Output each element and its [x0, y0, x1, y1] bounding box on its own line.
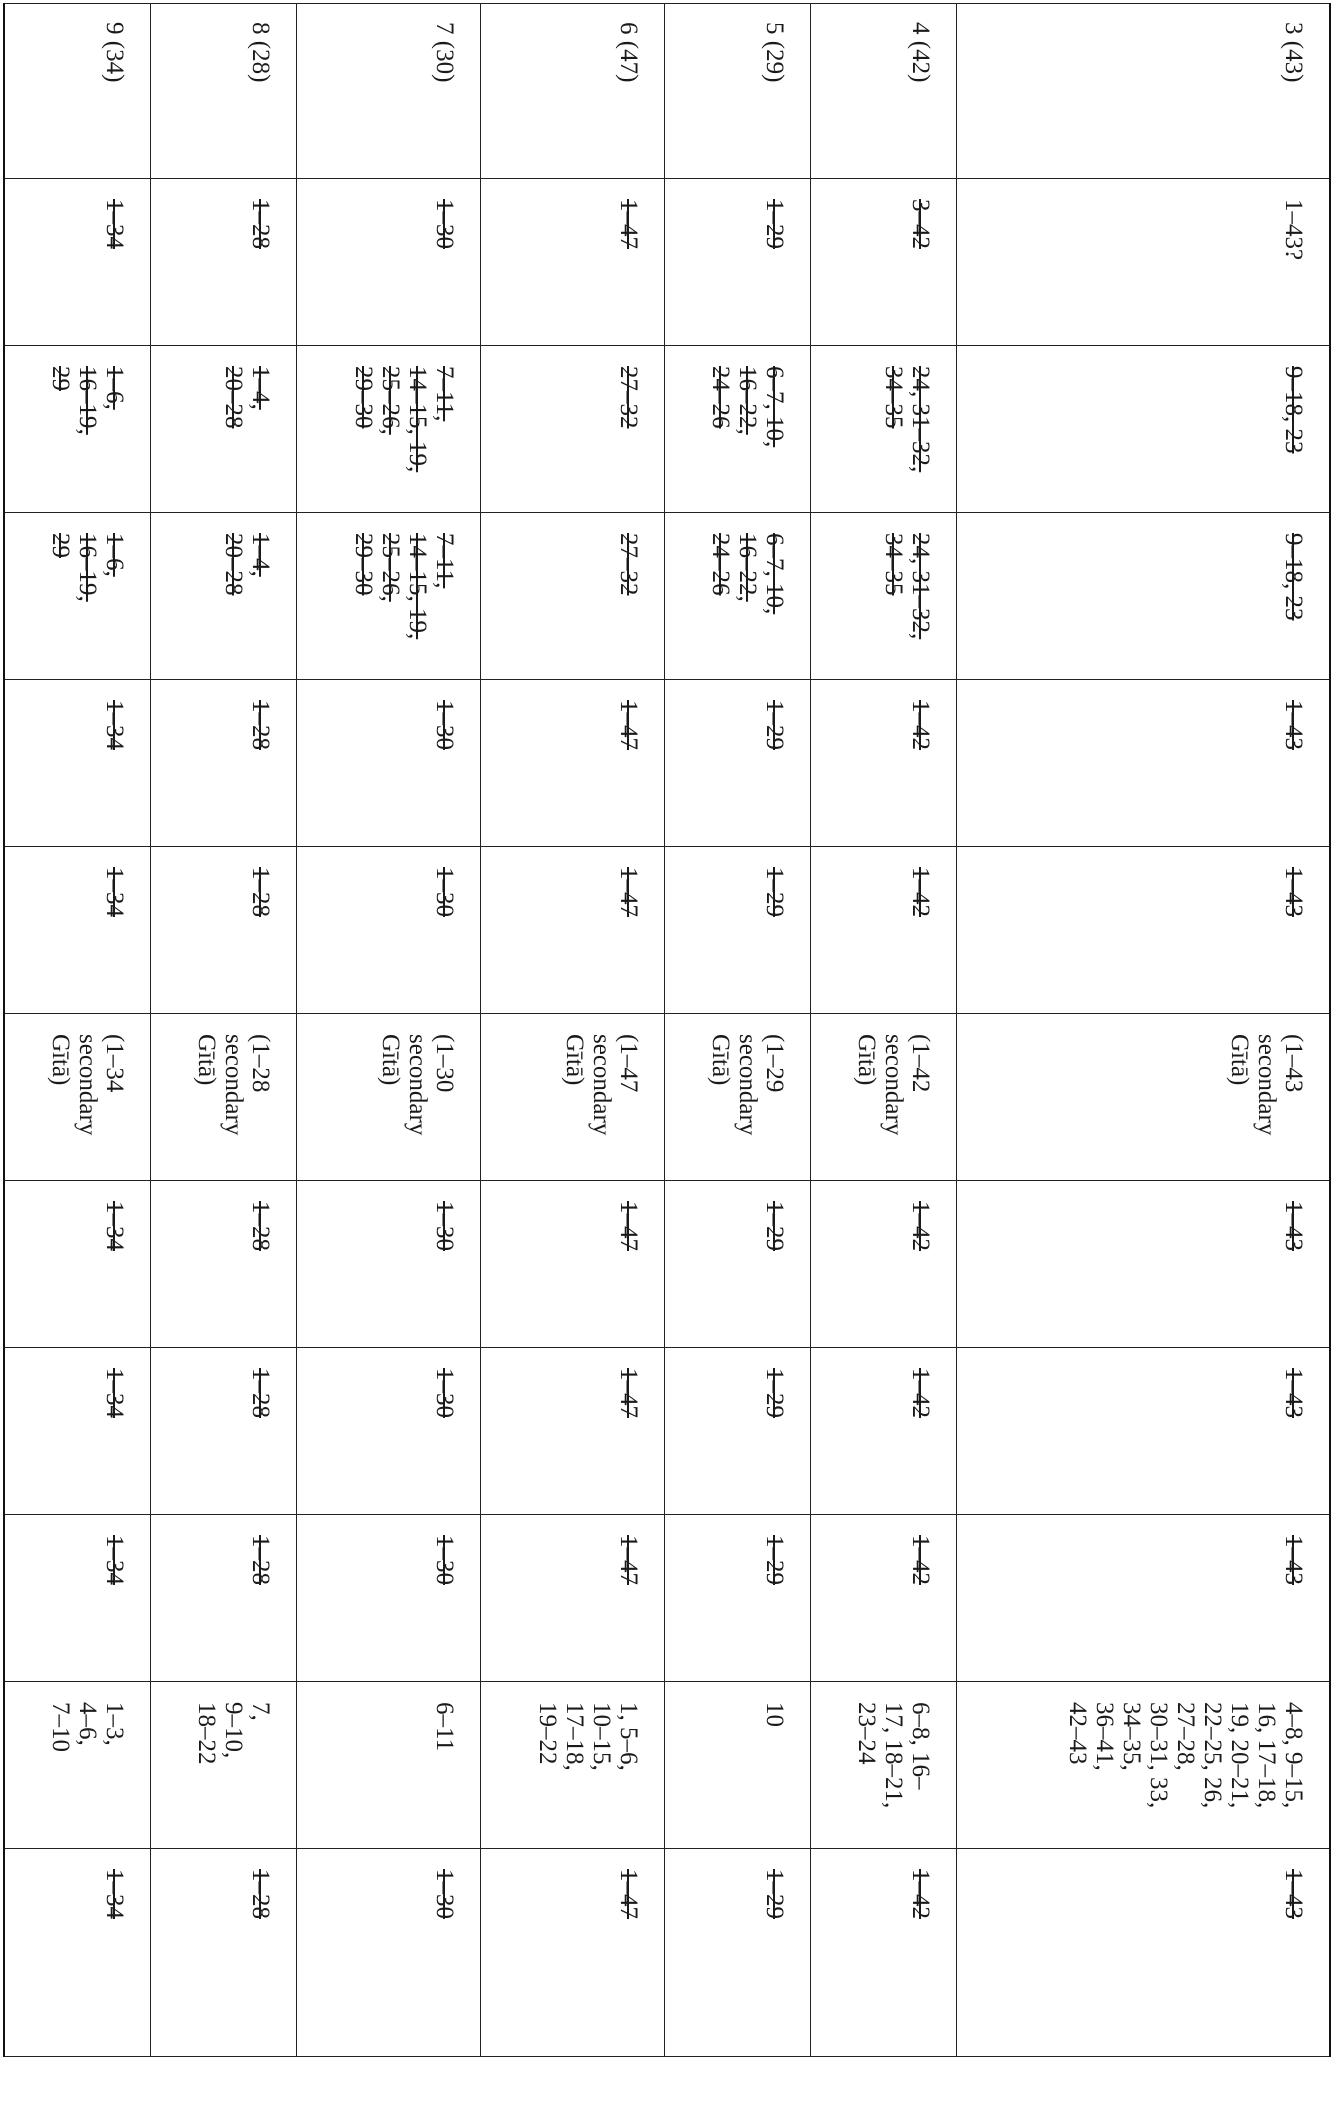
table-body: [4, 4, 1330, 2057]
verse-text: (1–47 secondary Gītā): [560, 1034, 642, 1136]
verse-range-cell: [4, 1181, 151, 1348]
verse-range-cell: [664, 847, 810, 1014]
table-row: [4, 4, 151, 2057]
verse-range-cell: [480, 847, 664, 1014]
verse-range-cell: [297, 1849, 481, 2057]
verse-range-cell: [297, 513, 481, 680]
verse-text: 9 (34): [101, 22, 129, 83]
verse-range-cell: [297, 1682, 481, 1849]
verse-text: 6–11: [430, 1702, 458, 1752]
struck-verse-text: 6–7, 10, 16–22, 24–26: [706, 366, 788, 448]
verse-range-cell: [480, 1515, 664, 1682]
verse-range-cell: [480, 513, 664, 680]
chapter-label-cell: [664, 4, 810, 179]
verse-range-cell: [956, 1348, 1330, 1515]
verse-range-cell: [480, 1348, 664, 1515]
verse-range-cell: [151, 179, 297, 346]
verse-range-cell: [480, 1682, 664, 1849]
struck-verse-text: 1–47: [614, 1368, 642, 1418]
verse-range-cell: [664, 513, 810, 680]
verse-range-cell: [810, 1682, 956, 1849]
verse-text: 7, 9–10, 18–22: [193, 1702, 275, 1765]
struck-verse-text: 1–42: [906, 700, 934, 750]
verse-text: (1–29 secondary Gītā): [706, 1034, 788, 1136]
verse-range-cell: [151, 1849, 297, 2057]
struck-verse-text: 1–34: [101, 1368, 129, 1418]
verse-range-cell: [956, 1682, 1330, 1849]
verse-range-cell: [297, 179, 481, 346]
verse-range-cell: [810, 346, 956, 513]
verse-text: 5 (29): [760, 22, 788, 83]
struck-verse-text: 1–47: [614, 199, 642, 249]
struck-verse-text: 1–30: [430, 199, 458, 249]
struck-verse-text: 7–11, 14–15, 19, 25–26, 29–30: [349, 366, 458, 473]
verse-text: (1–43 secondary Gītā): [1226, 1034, 1307, 1136]
struck-verse-text: 1–28: [247, 1535, 275, 1585]
verse-range-cell: [956, 346, 1330, 513]
table-row: [956, 4, 1330, 2057]
verse-range-cell: [664, 1348, 810, 1515]
verse-range-cell: [956, 1181, 1330, 1348]
struck-verse-text: 1–47: [614, 1201, 642, 1251]
verse-range-cell: [297, 1515, 481, 1682]
verse-text: 3 (43): [1280, 22, 1307, 83]
verse-range-cell: [4, 346, 151, 513]
struck-verse-text: 1–34: [101, 867, 129, 917]
verse-range-cell: [956, 847, 1330, 1014]
struck-verse-text: 1–29: [760, 1535, 788, 1585]
struck-verse-text: 1–43: [1280, 1869, 1307, 1919]
verse-range-cell: [810, 1348, 956, 1515]
struck-verse-text: 1–47: [614, 700, 642, 750]
chapter-label-cell: [480, 4, 664, 179]
verse-range-cell: [4, 1849, 151, 2057]
verse-range-cell: [956, 179, 1330, 346]
verse-range-cell: [4, 847, 151, 1014]
struck-verse-text: 27–32: [614, 366, 642, 429]
struck-verse-text: 27–32: [614, 533, 642, 596]
table-row: [297, 4, 481, 2057]
verse-text: 1–3, 4–6, 7–10: [47, 1702, 129, 1752]
struck-verse-text: 1–28: [247, 867, 275, 917]
verse-text: 7 (30): [430, 22, 458, 83]
verse-range-cell: [956, 1014, 1330, 1181]
verse-text: 1–43?: [1280, 199, 1307, 261]
verse-range-cell: [480, 1014, 664, 1181]
verse-text: 8 (28): [247, 22, 275, 83]
verse-range-cell: [297, 346, 481, 513]
verse-range-cell: [810, 1014, 956, 1181]
struck-verse-text: 1–28: [247, 1201, 275, 1251]
verse-text: 1, 5–6, 10–15, 17–18, 19–22: [533, 1702, 642, 1771]
verse-range-cell: [480, 346, 664, 513]
verse-range-cell: [4, 1515, 151, 1682]
verse-text: 6–8, 16– 17, 18–21, 23–24: [852, 1702, 934, 1809]
verse-range-cell: [664, 1014, 810, 1181]
verse-range-cell: [956, 1849, 1330, 2057]
verse-range-cell: [956, 513, 1330, 680]
verse-range-cell: [664, 1682, 810, 1849]
verse-range-cell: [297, 1348, 481, 1515]
struck-verse-text: 1–47: [614, 1869, 642, 1919]
verse-range-cell: [956, 1515, 1330, 1682]
verse-range-cell: [664, 1849, 810, 2057]
verse-text: (1–34 secondary Gītā): [47, 1034, 129, 1136]
verse-range-cell: [810, 1515, 956, 1682]
struck-verse-text: 1–29: [760, 1869, 788, 1919]
chapter-label-cell: [956, 4, 1330, 179]
struck-verse-text: 1–29: [760, 199, 788, 249]
struck-verse-text: 1–29: [760, 1368, 788, 1418]
verse-range-cell: [297, 1014, 481, 1181]
verse-range-cell: [480, 680, 664, 847]
struck-verse-text: 1–28: [247, 700, 275, 750]
struck-verse-text: 1–6, 16–19, 29: [47, 533, 129, 602]
verse-range-cell: [4, 513, 151, 680]
verse-range-cell: [810, 1181, 956, 1348]
struck-verse-text: 1–30: [430, 867, 458, 917]
struck-verse-text: 1–43: [1280, 1201, 1307, 1251]
verse-range-cell: [151, 680, 297, 847]
verse-range-cell: [810, 680, 956, 847]
struck-verse-text: 1–29: [760, 867, 788, 917]
struck-verse-text: 1–47: [614, 867, 642, 917]
struck-verse-text: 7–11, 14–15, 19, 25–26, 29–30: [349, 533, 458, 640]
chapter-label-cell: [151, 4, 297, 179]
verse-range-cell: [151, 1014, 297, 1181]
table-row: [480, 4, 664, 2057]
chapter-label-cell: [297, 4, 481, 179]
verse-range-cell: [810, 179, 956, 346]
verse-range-cell: [664, 179, 810, 346]
verse-range-cell: [151, 513, 297, 680]
verse-range-cell: [151, 1515, 297, 1682]
struck-verse-text: 1–34: [101, 700, 129, 750]
struck-verse-text: 1–43: [1280, 1368, 1307, 1418]
struck-verse-text: 9–18, 23: [1280, 366, 1307, 454]
struck-verse-text: 1–43: [1280, 700, 1307, 750]
verse-range-cell: [810, 847, 956, 1014]
struck-verse-text: 1–42: [906, 1535, 934, 1585]
struck-verse-text: 1–42: [906, 867, 934, 917]
struck-verse-text: 3–42: [906, 199, 934, 249]
struck-verse-text: 24, 31–32, 34–35: [879, 533, 934, 640]
struck-verse-text: 1–30: [430, 700, 458, 750]
verse-range-cell: [4, 179, 151, 346]
verse-range-cell: [151, 346, 297, 513]
struck-verse-text: 1–30: [430, 1201, 458, 1251]
verse-concordance-table: [3, 3, 1331, 2057]
verse-text: 6 (47): [614, 22, 642, 83]
struck-verse-text: 1–43: [1280, 1535, 1307, 1585]
chapter-label-cell: [810, 4, 956, 179]
verse-range-cell: [664, 346, 810, 513]
verse-text: 4–8, 9–15, 16, 17–18, 19, 20–21, 22–25, 26, 27–28, 30–31, 33, 34–35, 36–41, 42–43: [1064, 1702, 1307, 1809]
struck-verse-text: 1–30: [430, 1535, 458, 1585]
verse-range-cell: [480, 1849, 664, 2057]
struck-verse-text: 6–7, 10, 16–22, 24–26: [706, 533, 788, 615]
verse-range-cell: [4, 1014, 151, 1181]
verse-text: 4 (42): [906, 22, 934, 83]
struck-verse-text: 1–43: [1280, 867, 1307, 917]
struck-verse-text: 1–28: [247, 1368, 275, 1418]
struck-verse-text: 1–42: [906, 1869, 934, 1919]
verse-range-cell: [810, 1849, 956, 2057]
struck-verse-text: 1–34: [101, 1201, 129, 1251]
verse-range-cell: [151, 847, 297, 1014]
verse-range-cell: [4, 680, 151, 847]
struck-verse-text: 1–34: [101, 199, 129, 249]
verse-range-cell: [151, 1348, 297, 1515]
verse-range-cell: [151, 1181, 297, 1348]
chapter-label-cell: [4, 4, 151, 179]
table-row: [810, 4, 956, 2057]
struck-verse-text: 1–34: [101, 1535, 129, 1585]
verse-range-cell: [297, 1181, 481, 1348]
struck-verse-text: 1–29: [760, 1201, 788, 1251]
table-row: [151, 4, 297, 2057]
verse-range-cell: [4, 1682, 151, 1849]
struck-verse-text: 1–4, 20–28: [220, 533, 275, 596]
verse-range-cell: [480, 179, 664, 346]
verse-range-cell: [956, 680, 1330, 847]
struck-verse-text: 1–34: [101, 1869, 129, 1919]
struck-verse-text: 1–28: [247, 199, 275, 249]
struck-verse-text: 1–42: [906, 1368, 934, 1418]
verse-range-cell: [664, 1181, 810, 1348]
struck-verse-text: 1–6, 16–19, 29: [47, 366, 129, 435]
struck-verse-text: 1–4, 20–28: [220, 366, 275, 429]
verse-range-cell: [297, 680, 481, 847]
struck-verse-text: 1–30: [430, 1368, 458, 1418]
verse-range-cell: [297, 847, 481, 1014]
verse-text: (1–28 secondary Gītā): [193, 1034, 275, 1136]
struck-verse-text: 1–30: [430, 1869, 458, 1919]
struck-verse-text: 9–18, 23: [1280, 533, 1307, 621]
verse-range-cell: [664, 680, 810, 847]
verse-range-cell: [810, 513, 956, 680]
verse-range-cell: [480, 1181, 664, 1348]
verse-text: (1–30 secondary Gītā): [376, 1034, 458, 1136]
struck-verse-text: 1–28: [247, 1869, 275, 1919]
verse-range-cell: [4, 1348, 151, 1515]
struck-verse-text: 1–47: [614, 1535, 642, 1585]
table-row: [664, 4, 810, 2057]
struck-verse-text: 1–42: [906, 1201, 934, 1251]
struck-verse-text: 1–29: [760, 700, 788, 750]
verse-text: (1–42 secondary Gītā): [852, 1034, 934, 1136]
verse-text: 10: [760, 1702, 788, 1727]
struck-verse-text: 24, 31–32, 34–35: [879, 366, 934, 473]
verse-range-cell: [151, 1682, 297, 1849]
verse-range-cell: [664, 1515, 810, 1682]
